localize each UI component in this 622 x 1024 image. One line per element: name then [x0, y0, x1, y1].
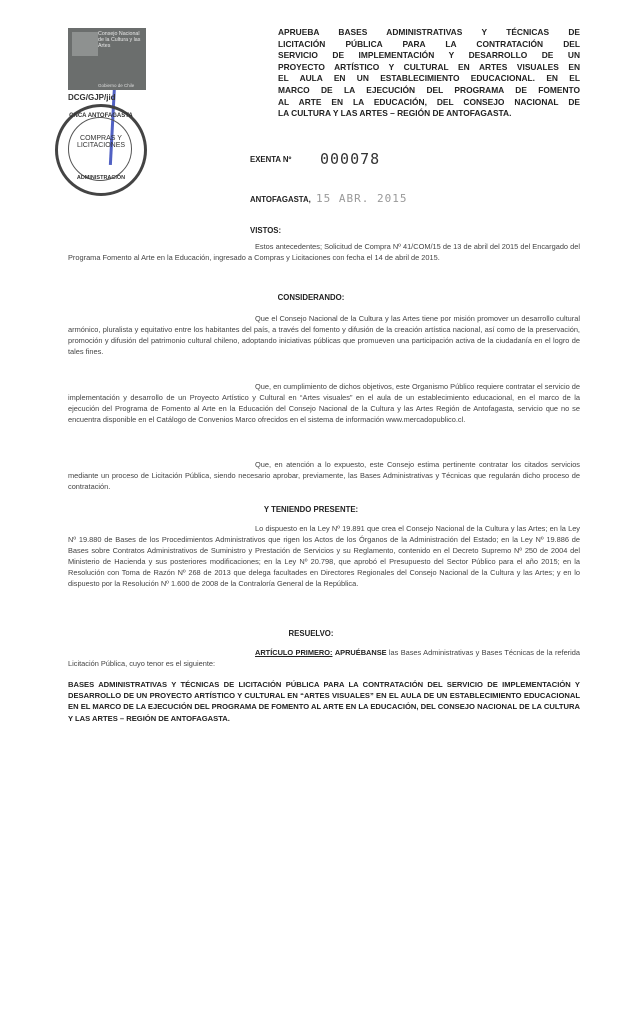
exenta-label: EXENTA Nº — [250, 155, 292, 164]
date-stamp: 15 ABR. 2015 — [316, 192, 408, 205]
stamp-middle: COMPRAS Y LICITACIONES — [76, 135, 126, 149]
vistos-paragraph: Estos antecedentes; Solicitud de Compra Nº 41/COM/15 de 13 de abril del 2015 del Encargado del Programa Fomento al Arte en la Educación, ingresado a Compras y Licitaciones con fecha el 14 de abril de 2015. — [68, 242, 580, 263]
vistos-heading: VISTOS: — [250, 226, 282, 235]
considerando-paragraph-1: Que el Consejo Nacional de la Cultura y las Artes tiene por misión promover un desarrollo cultural armónico, pluralista y equitativo entre los habitantes del país, a través del fomento y difusión de la creación artística nacional, así como de la preservación, promoción y difusión del patrimonio cultural chileno, adoptando iniciativas públicas que promueven una participación activa de la ciudadanía en el logro de tales fines. — [68, 314, 580, 357]
resuelvo-heading: RESUELVO: — [288, 629, 334, 638]
logo-subtext: Gobierno de Chile — [98, 83, 135, 88]
articulo-text: las Bases Administrativas y Bases Técnicas de la referida Licitación Pública, cuyo tenor es el siguiente: — [68, 648, 581, 669]
title-line: MARCO DE LA EJECUCIÓN DEL PROGRAMA DE FOMENTO — [278, 84, 580, 95]
title-line: SERVICIO DE IMPLEMENTACIÓN Y DESARROLLO DE UN — [278, 50, 580, 61]
stamp-bottom: ADMINISTRACIÓN — [76, 175, 126, 181]
stamp-top: CNCA ANTOFAGASTA — [69, 113, 133, 119]
title-line: EL AULA EN UN ESTABLECIMIENTO EDUCACIONAL. EN EL — [278, 73, 580, 84]
articulo-verb: APRUÉBANSE — [334, 648, 387, 657]
title-line: LICITACIÓN PÚBLICA PARA LA CONTRATACIÓN DEL — [278, 38, 580, 49]
institution-logo — [68, 28, 146, 90]
reference-initials: DCG/GJP/jid — [68, 93, 116, 102]
considerando-paragraph-2: Que, en cumplimiento de dichos objetivos, este Organismo Público requiere contratar el servicio de implementación y desarrollo de un Proyecto Artístico y Cultural en “Artes visuales” en el aula de un establecimiento educacional, en el marco de la ejecución del Programa de Fomento al Arte en la Educación del Consejo Nacional de la Cultura y las Artes Región de Antofagasta, servicio que no se encuentra disponible en el Catálogo de Convenios Marco ofrecidos en el sistema de información www.mercadopublico.cl. — [68, 382, 580, 425]
resolution-title — [278, 27, 580, 120]
considerando-heading: CONSIDERANDO: — [277, 293, 345, 302]
office-stamp — [55, 104, 147, 196]
teniendo-presente-paragraph: Lo dispuesto en la Ley Nº 19.891 que crea el Consejo Nacional de la Cultura y las Artes; en la Ley Nº 19.880 de Bases de los Procedimientos Administrativos que rigen los Actos de los Órganos de la Administración del Estado; en la Ley Nº 19.886 de Bases sobre Contratos Administrativos de Suministro y Prestación de Servicios y su Reglamento, contenido en el Decreto Supremo Nº 250 de 2004 del Ministerio de Hacienda y sus posteriores modificaciones; en la Ley Nº 20.798, que aprobó el Presupuesto del Sector Público para el año 2015; en la Resolución con Toma de Razón Nº 268 de 2013 que delega facultades en Directores Regionales del Consejo Nacional de la Cultura y las Artes; y en lo dispuesto por la Resolución Nº 1.600 de 2008 de la Contraloría General de la República. — [68, 524, 580, 589]
logo-text: Consejo Nacional de la Cultura y las Artes — [98, 31, 141, 49]
considerando-paragraph-3: Que, en atención a lo expuesto, este Consejo estima pertinente contratar los citados servicios mediante un proceso de Licitación Pública, siendo necesario aprobar, previamente, las Bases Administrativas y Técnicas que regularán dicho proceso de contratación. — [68, 460, 580, 492]
title-line: APRUEBA BASES ADMINISTRATIVAS Y TÉCNICAS DE — [278, 27, 580, 37]
title-line: PROYECTO ARTÍSTICO Y CULTURAL EN ARTES VISUALES EN — [278, 61, 580, 72]
bases-title: BASES ADMINISTRATIVAS Y TÉCNICAS DE LICITACIÓN PÚBLICA PARA LA CONTRATACIÓN DEL SERVICIO DE IMPLEMENTACIÓN Y DESARROLLO DE UN PROYECTO ARTÍSTICO Y CULTURAL EN “ARTES VISUALES” EN EL AULA DE UN ESTABLECIMIENTO EDUCACIONAL EN EL MARCO DE LA EJECUCIÓN DEL PROGRAMA DE FOMENTO AL ARTE EN LA EDUCACIÓN, DEL CONSEJO NACIONAL DE LA CULTURA Y LAS ARTES – REGIÓN DE ANTOFAGASTA. — [68, 680, 580, 723]
teniendo-presente-heading: Y TENIENDO PRESENTE: — [263, 505, 359, 514]
place-label: ANTOFAGASTA, — [250, 195, 311, 204]
coat-of-arms-icon — [72, 32, 98, 56]
title-line: LA CULTURA Y LAS ARTES – REGIÓN DE ANTOFAGASTA. — [278, 108, 512, 119]
title-line: AL ARTE EN LA EDUCACIÓN, DEL CONSEJO NACIONAL DE — [278, 96, 580, 107]
articulo-label: ARTÍCULO PRIMERO: — [255, 648, 333, 657]
articulo-primero-paragraph — [68, 647, 580, 669]
exenta-number: 000078 — [320, 150, 381, 168]
